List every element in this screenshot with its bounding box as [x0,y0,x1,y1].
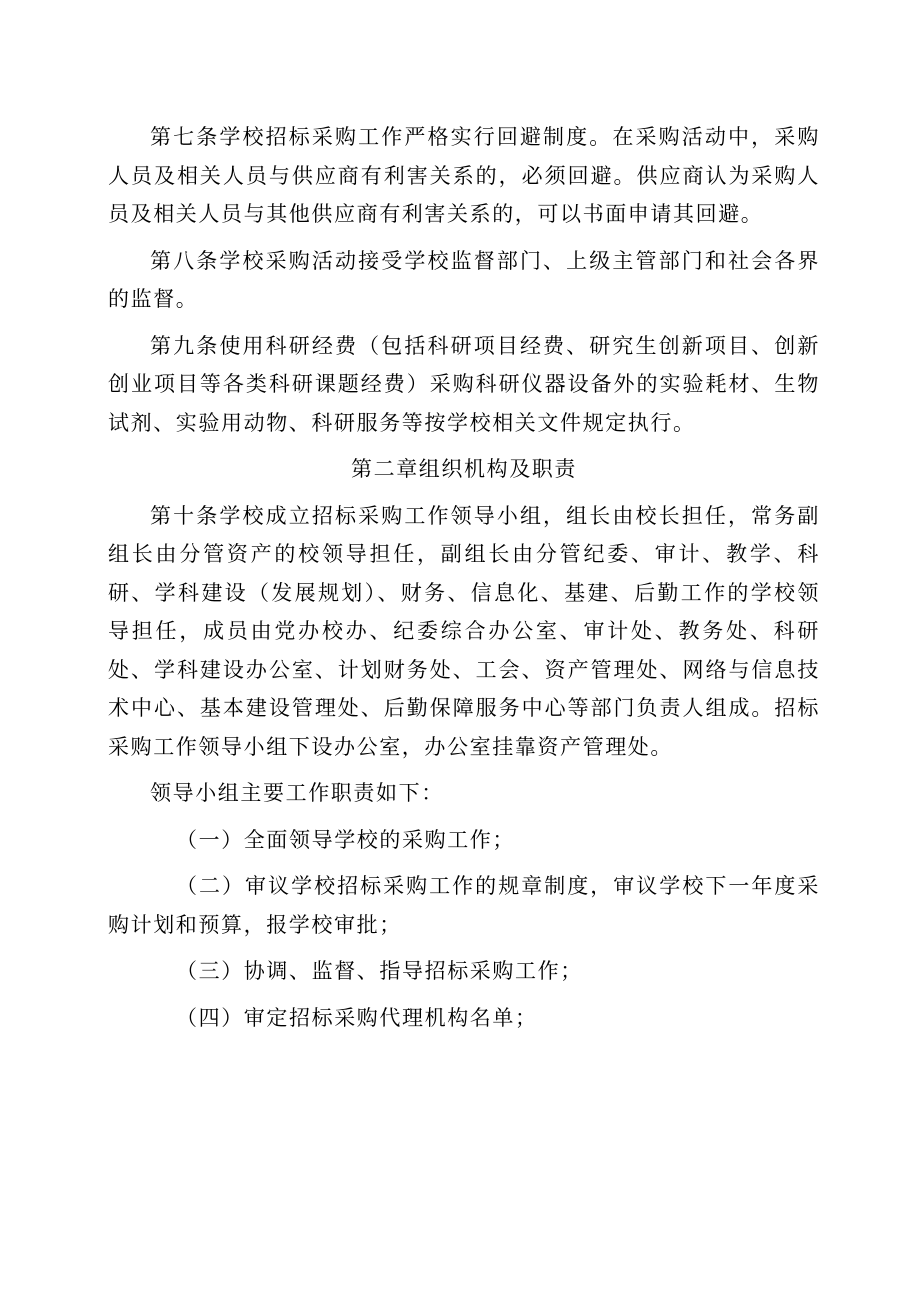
duties-intro-paragraph: 领导小组主要工作职责如下： [150,781,444,805]
article-7-paragraph: 第七条学校招标采购工作严格实行回避制度。在采购活动中，采购人员及相关人员与供应商有利害关系的，必须回避。供应商认为采购人员及相关人员与其他供应商有利害关系的，可以书面申请其回避。 [108,125,820,226]
duty-item-2: （二）审议学校招标采购工作的规章制度，审议学校下一年度采购计划和预算，报学校审批； [108,874,820,937]
duty-item-3: （三）协调、监督、指导招标采购工作； [176,959,583,983]
duty-item-1: （一）全面领导学校的采购工作； [176,827,515,852]
article-10-paragraph: 第十条学校成立招标采购工作领导小组，组长由校长担任，常务副组长由分管资产的校领导担任，副组长由分管纪委、审计、教学、科研、学科建设（发展规划）、财务、信息化、基建、后勤工作的学校领导担任，成员由党办校办、纪委综合办公室、审计处、教务处、科研处、学科建设办公室、计划财务处、工会、资产管理处、网络与信息技术中心、基本建设管理处、后勤保障服务中心等部门负责人组成。招标采购工作领导小组下设办公室，办公室挂靠资产管理处。 [108,503,820,759]
document-page [108,118,820,1045]
duty-item-4: （四）审定招标采购代理机构名单； [176,1005,538,1030]
article-9-paragraph: 第九条使用科研经费（包括科研项目经费、研究生创新项目、创新创业项目等各类科研课题经费）采购科研仪器设备外的实验耗材、生物试剂、实验用动物、科研服务等按学校相关文件规定执行。 [108,333,820,435]
article-8-paragraph: 第八条学校采购活动接受学校监督部门、上级主管部门和社会各界的监督。 [108,248,820,311]
chapter-heading: 第二章组织机构及职责 [351,457,577,481]
